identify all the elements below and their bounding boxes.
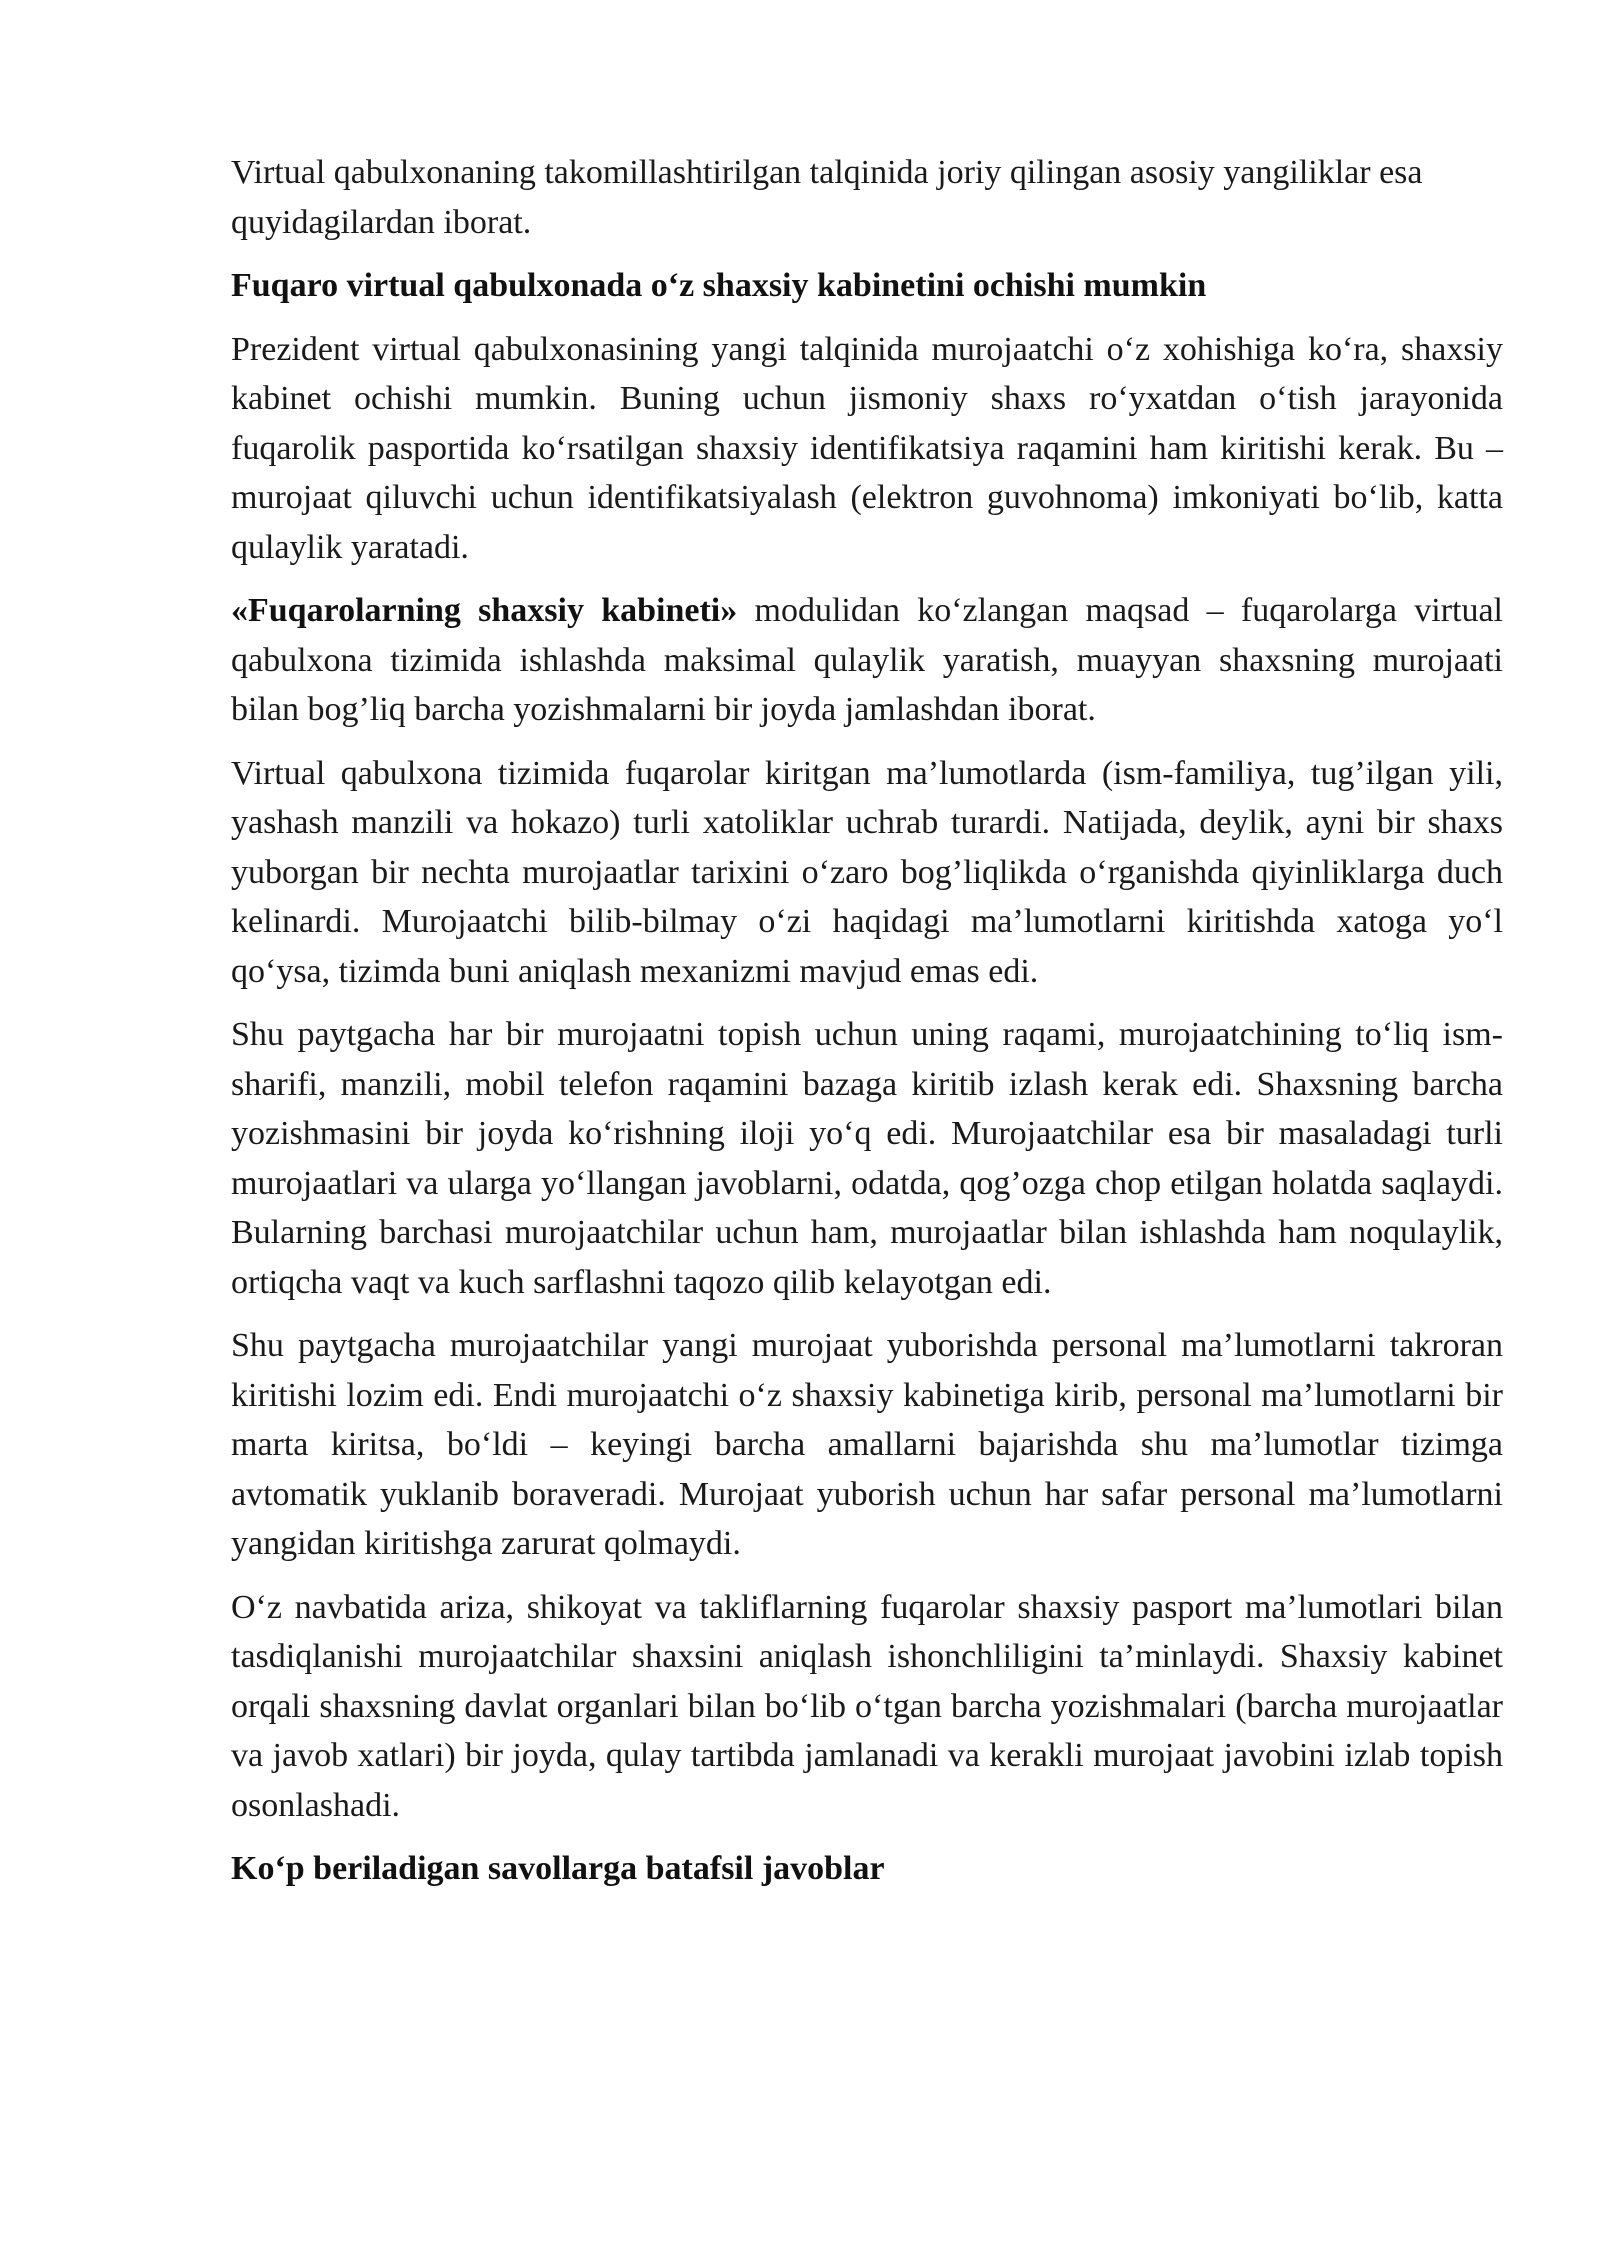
document-page [231,148,1503,1908]
paragraph-data-errors: Virtual qabulxona tizimida fuqarolar kiritgan ma’lumotlarda (ism-familiya, tug’ilgan yili, yashash manzili va hokazo) turli xatoliklar uchrab turardi. Natijada, deylik, ayni bir shaxs yuborgan bir nechta murojaatlar tarixini o‘zaro bog’liqlikda o‘rganishda qiyinliklarga duch kelinardi. Murojaatchi bilib-bilmay o‘zi haqidagi ma’lumotlarni kiritishda xatoga yo‘l qo‘ysa, tizimda buni aniqlash mexanizmi mavjud emas edi. [231,754,1503,990]
paragraph-module-goal [231,586,1503,735]
intro-paragraph: Virtual qabulxonaning takomillashtirilgan talqinida joriy qilingan asosiy yangiliklar esa quyidagilardan iborat. [231,154,1423,241]
section-heading-personal-cabinet: Fuqaro virtual qabulxonada o‘z shaxsiy kabinetini ochishi mumkin [231,267,1207,304]
paragraph-personal-data-entry: Shu paytgacha murojaatchilar yangi murojaat yuborishda personal ma’lumotlarni takroran kiritishi lozim edi. Endi murojaatchi o‘z shaxsiy kabinetiga kirib, personal ma’lumotlarni bir marta kiritsa, bo‘ldi – keyingi barcha amallarni bajarishda shu ma’lumotlar tizimga avtomatik yuklanib boraveradi. Murojaat yuborish uchun har safar personal ma’lumotlarni yangidan kiritishga zarurat qolmaydi. [231,1327,1503,1562]
paragraph-personal-cabinet: Prezident virtual qabulxonasining yangi talqinida murojaatchi o‘z xohishiga ko‘ra, shaxsiy kabinet ochishi mumkin. Buning uchun jismoniy shaxs ro‘yxatdan o‘tish jarayonida fuqarolik pasportida ko‘rsatilgan shaxsiy identifikatsiya raqamini ham kiritishi kerak. Bu – murojaat qiluvchi uchun identifikatsiyalash (elektron guvohnoma) imkoniyati bo‘lib, katta qulaylik yaratadi. [231,330,1503,566]
module-name: «Fuqarolarning shaxsiy kabineti» [231,592,738,629]
section-heading-faq: Ko‘p beriladigan savollarga batafsil javoblar [231,1850,885,1887]
module-goal-text: modulidan ko‘zlangan maqsad – fuqarolarga virtual qabulxona tizimida ishlashda maksimal qulaylik yaratish, muayyan shaxsning murojaati bilan bog’liq barcha yozishmalarni bir joyda jamlashdan iborat. [231,592,1503,728]
paragraph-search-difficulty: Shu paytgacha har bir murojaatni topish uchun uning raqami, murojaatchining to‘liq ism-sharifi, manzili, mobil telefon raqamini bazaga kiritib izlash kerak edi. Shaxsning barcha yozishmasini bir joyda ko‘rishning iloji yo‘q edi. Murojaatchilar esa bir masaladagi turli murojaatlari va ularga yo‘llangan javoblarni, odatda, qog’ozga chop etilgan holatda saqlaydi. Bularning barchasi murojaatchilar uchun ham, murojaatlar bilan ishlashda ham noqulaylik, ortiqcha vaqt va kuch sarflashni taqozo qilib kelayotgan edi. [231,1016,1503,1301]
paragraph-passport-verification: O‘z navbatida ariza, shikoyat va takliflarning fuqarolar shaxsiy pasport ma’lumotlari bilan tasdiqlanishi murojaatchilar shaxsini aniqlash ishonchliligini ta’minlaydi. Shaxsiy kabinet orqali shaxsning davlat organlari bilan bo‘lib o‘tgan barcha yozishmalari (barcha murojaatlar va javob xatlari) bir joyda, qulay tartibda jamlanadi va kerakli murojaat javobini izlab topish osonlashadi. [231,1588,1503,1824]
